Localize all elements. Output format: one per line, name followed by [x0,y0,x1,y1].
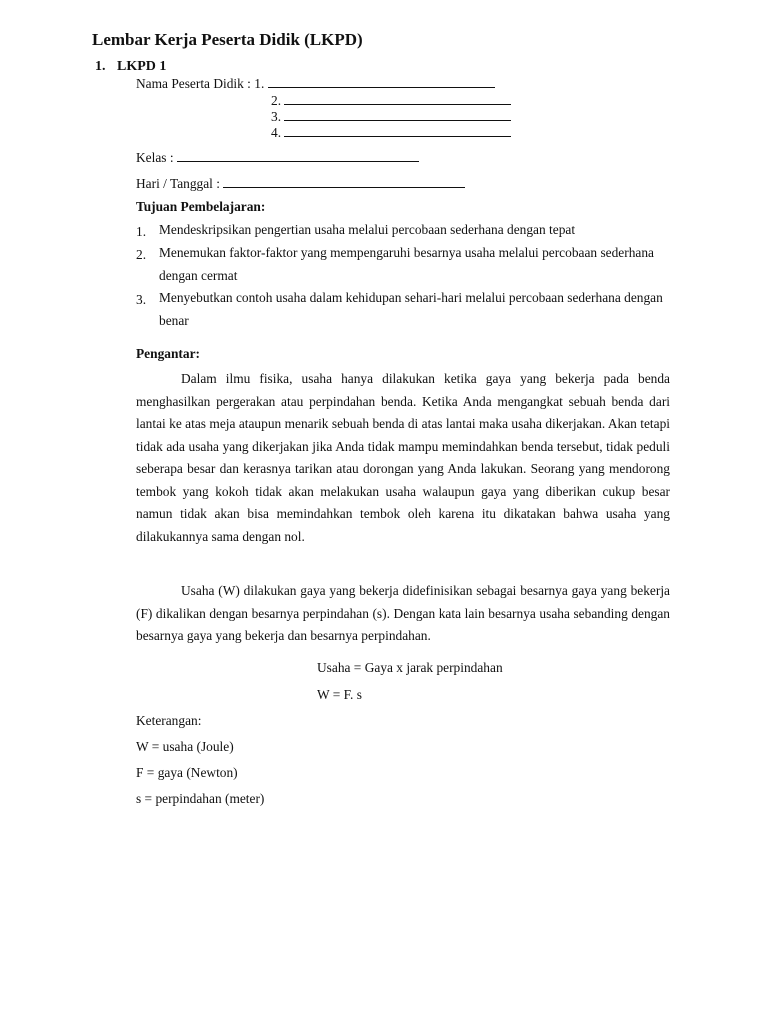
nama-blank-3[interactable] [284,108,511,121]
section-number: 1. [95,59,106,74]
keterangan-item-s: s = perpindahan (meter) [136,791,265,806]
keterangan-label: Keterangan: [136,713,202,728]
tujuan-heading: Tujuan Pembelajaran: [136,199,266,214]
hari-row [136,175,465,192]
nama-row-2 [271,92,511,109]
pengantar-heading: Pengantar: [136,346,200,361]
nama-row-1 [136,75,495,92]
tujuan-item-1: Mendeskripsikan pengertian usaha melalui percobaan sederhana dengan tepat [159,222,576,237]
section-title: LKPD 1 [117,59,167,74]
hari-label: Hari / Tanggal : [136,176,220,191]
nama-row-4 [271,124,511,141]
kelas-row [136,149,419,166]
nama-blank-1[interactable] [268,75,495,88]
nama-blank-4[interactable] [284,124,511,137]
nama-number-2: 2. [271,93,282,108]
nama-row-3 [271,108,511,125]
nama-number-1: 1. [254,76,265,91]
nama-number-3: 3. [271,109,282,124]
nama-number-4: 4. [271,125,282,140]
pengantar-paragraph-1: Dalam ilmu fisika, usaha hanya dilakukan ketika gaya yang bekerja pada benda menghasilkan pergerakan atau perpindahan benda. Ketika Anda mengangkat sebuah benda dari lantai ke atas meja ataupun menarik sebuah benda di atas lantai maka usaha dikerjakan. Akan tetapi tidak ada usaha yang dikerjakan jika Anda tidak mampu memindahkan benda tersebut, tidak peduli seberapa besar dan kerasnya tarikan atau dorongan yang Anda lakukan. Seorang yang mendorong tembok yang kokoh tidak akan melakukan usaha walaupun gaya yang diberikan cukup besar namun tidak akan bisa memindahkan tembok oleh karena itu dikatakan bahwa usaha yang dilakukannya sama dengan nol. [136,371,670,544]
keterangan-item-w: W = usaha (Joule) [136,739,234,754]
tujuan-num-1: 1. [136,224,147,239]
formula-words: Usaha = Gaya x jarak perpindahan [317,660,503,675]
tujuan-item-3: Menyebutkan contoh usaha dalam kehidupan sehari-hari melalui percobaan sederhana dengan benar [159,290,663,328]
tujuan-item-2: Menemukan faktor-faktor yang mempengaruhi besarnya usaha melalui percobaan sederhana dengan cermat [159,245,654,283]
nama-blank-2[interactable] [284,92,511,105]
tujuan-num-3: 3. [136,292,147,307]
nama-label: Nama Peserta Didik : [136,76,251,91]
kelas-label: Kelas : [136,150,174,165]
kelas-blank[interactable] [177,149,419,162]
pengantar-paragraph-2: Usaha (W) dilakukan gaya yang bekerja didefinisikan sebagai besarnya gaya yang bekerja (F) dikalikan dengan besarnya perpindahan (s). Dengan kata lain besarnya usaha sebanding dengan besarnya gaya yang bekerja dan besarnya perpindahan. [136,583,670,643]
tujuan-num-2: 2. [136,247,147,262]
hari-blank[interactable] [223,175,465,188]
document-title: Lembar Kerja Peserta Didik (LKPD) [92,30,363,49]
keterangan-item-f: F = gaya (Newton) [136,765,238,780]
formula-symbols: W = F. s [317,687,362,702]
